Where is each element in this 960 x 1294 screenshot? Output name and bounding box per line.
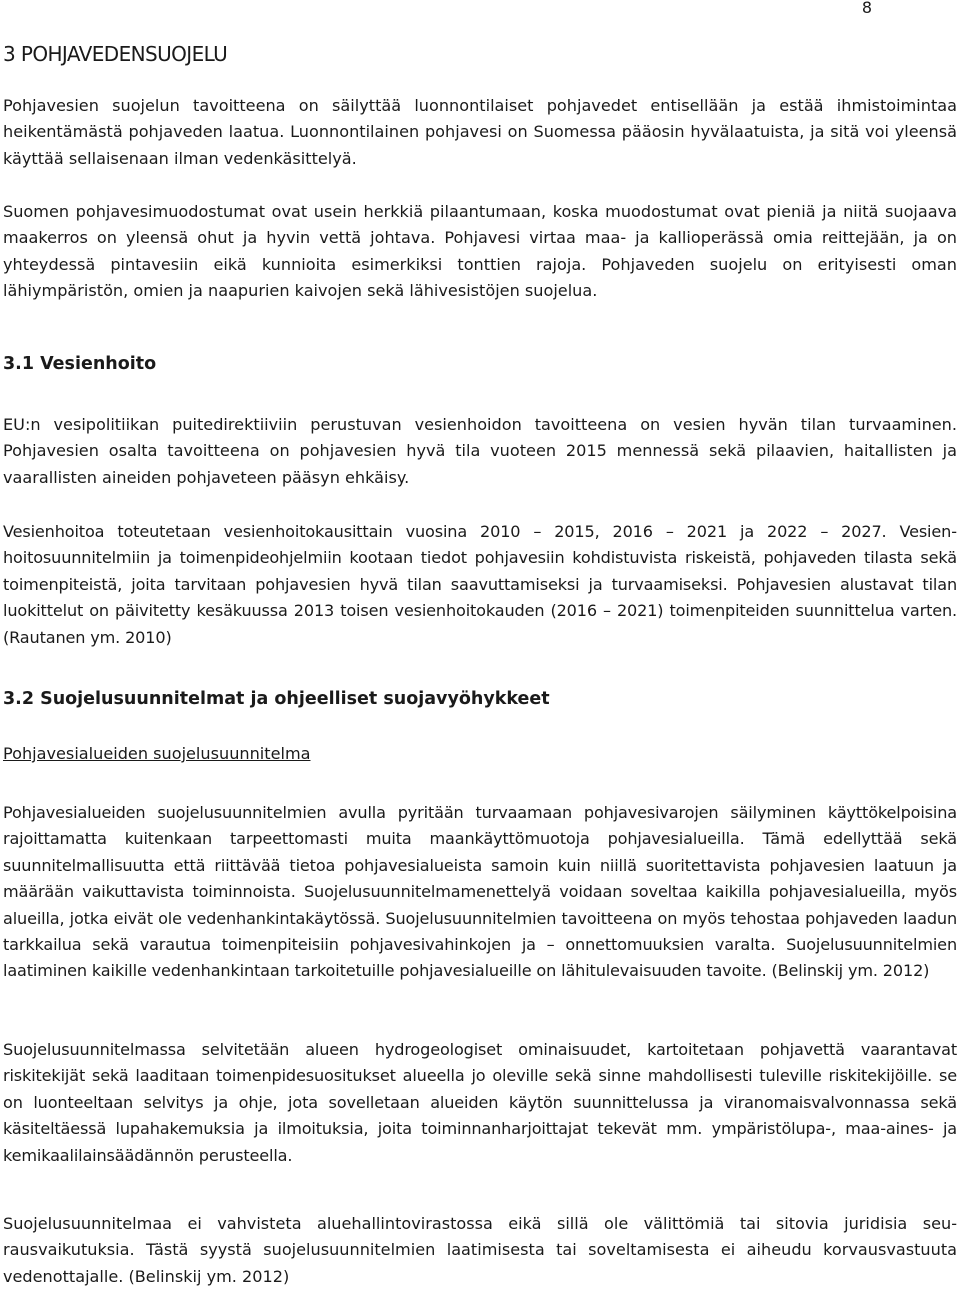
- section-3-paragraph-2: Suomen pohjavesimuodostumat ovat usein herkkiä pilaantumaan, koska muodostumat ovat pieniä ja niitä suojaava maakerros on yleensä ohut ja hyvin vettä johtava. Pohjavesi virtaa maa- ja kallioperässä omia reittejään, ja on yhteydessä pintavesiin eikä kunnioita esimerkiksi tonttien rajoja. Pohjaveden suojelu on erityisesti oman lähiympäristön, omien ja naapurien kaivojen sekä lähivesistöjen suojelua.: [3, 202, 957, 301]
- section-3-2-paragraph-2: Suojelusuunnitelmassa selvitetään alueen hydrogeologiset ominaisuudet, kartoitetaan pohjavettä vaarantavat riskitekijät sekä laaditaan toimenpidesuositukset alueella jo oleville sekä sinne mahdollisesti tuleville riskitekijöille. se on luonteeltaan selvitys ja ohje, jota sovelletaan alueiden käytön suunnittelussa ja viranomaisvalvonnassa sekä käsiteltäessä lupahakemuksia ja ilmoituksia, joita toiminnanharjoittajat tekevät mm. ympäristölupa-, maa-aines- ja kemikaalilainsäädännön perusteella.: [3, 1040, 957, 1165]
- section-3-1-paragraph-1: EU:n vesipolitiikan puitedirektiiviin perustuvan vesienhoidon tavoitteena on vesien hyvän tilan turvaaminen. Pohjavesien osalta tavoitteena on pohjavesien hyvä tila vuoteen 2015 mennessä sekä pilaavien, haitallisten ja vaarallisten aineiden pohjaveteen pääsyn ehkäisy.: [3, 415, 957, 487]
- section-3-2-paragraph-3: Suojelusuunnitelmaa ei vahvisteta aluehallintovirastossa eikä sillä ole välittömiä tai sitovia juridisia seurausvaikutuksia. Tästä syystä suojelusuunnitelmien laatimisesta tai soveltamisesta ei aiheudu korvausvastuuta vedenottajalle. (Belinskij ym. 2012): [3, 1214, 957, 1286]
- section-3-paragraph-1: Pohjavesien suojelun tavoitteena on säilyttää luonnontilaiset pohjavedet entisellään ja estää ihmistoimintaa heikentämästä pohjaveden laatua. Luonnontilainen pohjavesi on Suomessa pääosin hyvälaatuista, ja sitä voi yleensä käyttää sellaisenaan ilman vedenkäsittelyä.: [3, 96, 957, 168]
- section-3-1-heading: 3.1 Vesienhoito: [3, 354, 157, 374]
- section-3-2-heading: 3.2 Suojelusuunnitelmat ja ohjeelliset suojavyöhykkeet: [3, 689, 550, 709]
- protection-plan-subheading: Pohjavesialueiden suojelusuunnitelma: [3, 744, 311, 763]
- section-3-1-paragraph-2: Vesienhoitoa toteutetaan vesienhoitokausittain vuosina 2010 – 2015, 2016 – 2021 ja 2022 – 2027. Vesienhoitosuunnitelmiin ja toimenpideohjelmiin kootaan tiedot pohjavesiin kohdistuvista riskeistä, pohjaveden tilasta sekä toimenpiteistä, joita tarvitaan pohjavesien hyvä tilan saavuttamiseksi ja turvaamiseksi. Pohjavesien alustavat tilan luokittelut on päivitetty kesäkuussa 2013 toisen vesienhoitokauden (2016 – 2021) toimenpiteiden suunnittelua varten. (Rautanen ym. 2010): [3, 522, 957, 647]
- page-number: 8: [861, 0, 872, 17]
- section-3-heading: 3 POHJAVEDENSUOJELU: [3, 42, 228, 66]
- section-3-2-paragraph-1: Pohjavesialueiden suojelusuunnitelmien avulla pyritään turvaamaan pohjavesivarojen säilyminen käyttökelpoisina rajoittamatta kuitenkaan tarpeettomasti muita maankäyttömuotoja pohjavesialueilla. Tämä edellyttää sekä suunnitelmallisuutta että riittävää tietoa pohjavesialueista samoin kuin niillä suoritettavista pohjavesien laatuun ja määrään vaikuttavista toiminnoista. Suojelusuunnitelmamenettelyä voidaan soveltaa kaikilla pohjavesialueilla, myös alueilla, jotka eivät ole vedenhankintakäytössä. Suojelusuunnitelmien tavoitteena on myös tehostaa pohjaveden laadun tarkkailua sekä varautua toimenpiteisiin pohjavesivahinkojen ja – onnettomuuksien varalta. Suojelusuunnitelmien laatiminen kaikille vedenhankintaan tarkoitetuille pohjavesialueille on lähitulevaisuuden tavoite. (Belinskij ym. 2012): [3, 803, 957, 981]
